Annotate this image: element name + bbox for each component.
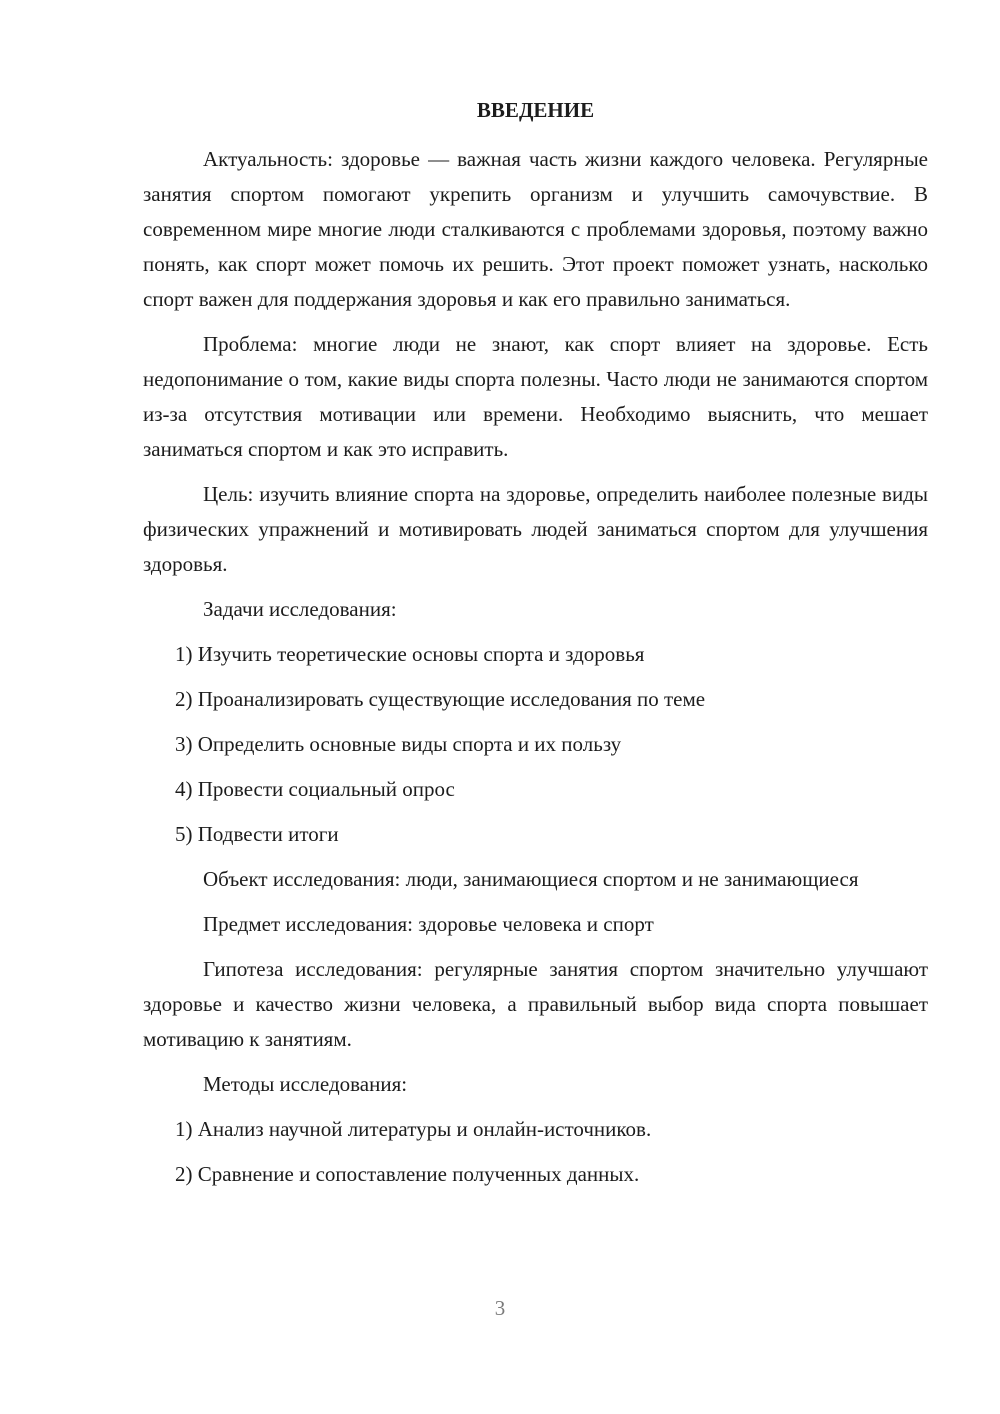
document-page bbox=[143, 96, 928, 1202]
list-item: 2) Проанализировать существующие исследования по теме bbox=[175, 687, 706, 711]
list-item: 4) Провести социальный опрос bbox=[175, 777, 455, 801]
list-item: 1) Изучить теоретические основы спорта и здоровья bbox=[175, 642, 645, 666]
list-item: 1) Анализ научной литературы и онлайн-источников. bbox=[175, 1117, 652, 1141]
subject-paragraph: Предмет исследования: здоровье человека и спорт bbox=[203, 912, 654, 936]
page-number: 3 bbox=[494, 1296, 506, 1320]
problem-paragraph: Проблема: многие люди не знают, как спорт влияет на здоровье. Есть недопонимание о том, какие виды спорта полезны. Часто люди не занимаются спортом из-за отсутствия мотивации или времени. Необходимо выяснить, что мешает заниматься спортом и как это исправить. bbox=[143, 332, 928, 461]
goal-paragraph: Цель: изучить влияние спорта на здоровье, определить наиболее полезные виды физических упражнений и мотивировать людей заниматься спортом для улучшения здоровья. bbox=[143, 482, 928, 576]
methods-heading: Методы исследования: bbox=[203, 1072, 408, 1096]
list-item: 5) Подвести итоги bbox=[175, 822, 339, 846]
methods-list bbox=[143, 1112, 928, 1192]
list-item: 2) Сравнение и сопоставление полученных данных. bbox=[175, 1162, 640, 1186]
hypothesis-paragraph: Гипотеза исследования: регулярные занятия спортом значительно улучшают здоровье и качество жизни человека, а правильный выбор вида спорта повышает мотивацию к занятиям. bbox=[143, 957, 928, 1051]
object-paragraph: Объект исследования: люди, занимающиеся спортом и не занимающиеся bbox=[203, 867, 859, 891]
section-title: ВВЕДЕНИЕ bbox=[476, 98, 595, 122]
tasks-heading: Задачи исследования: bbox=[203, 597, 397, 621]
relevance-paragraph: Актуальность: здоровье — важная часть жизни каждого человека. Регулярные занятия спортом помогают укрепить организм и улучшить самочувствие. В современном мире многие люди сталкиваются с проблемами здоровья, поэтому важно понять, как спорт может помочь их решить. Этот проект поможет узнать, насколько спорт важен для поддержания здоровья и как его правильно заниматься. bbox=[143, 147, 928, 311]
tasks-list bbox=[143, 637, 928, 852]
list-item: 3) Определить основные виды спорта и их пользу bbox=[175, 732, 622, 756]
